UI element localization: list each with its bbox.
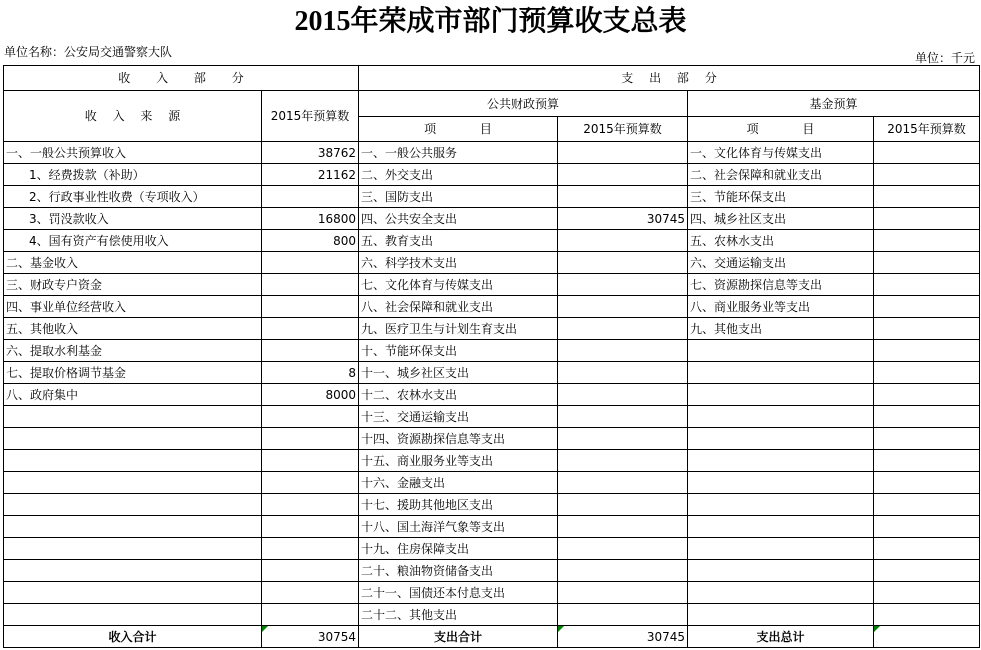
fund-item-cell[interactable]: 五、农林水支出 <box>688 230 874 252</box>
error-indicator-icon <box>262 626 268 632</box>
income-total-label[interactable]: 收入合计 <box>4 626 262 648</box>
public-item-cell[interactable]: 十一、城乡社区支出 <box>359 362 558 384</box>
fund-item-cell[interactable] <box>688 560 874 582</box>
public-item-cell[interactable]: 一、一般公共服务 <box>359 142 558 164</box>
fund-item-cell[interactable] <box>688 604 874 626</box>
public-amount-cell[interactable] <box>558 274 688 296</box>
income-amount-cell[interactable] <box>262 582 359 604</box>
income-item-cell[interactable] <box>4 428 262 450</box>
income-amount-cell[interactable] <box>262 318 359 340</box>
fund-item-cell[interactable]: 九、其他支出 <box>688 318 874 340</box>
public-amount-cell[interactable] <box>558 494 688 516</box>
fund-amount-cell[interactable] <box>874 274 980 296</box>
public-item-cell[interactable]: 十四、资源勘探信息等支出 <box>359 428 558 450</box>
public-item-cell[interactable]: 十、节能环保支出 <box>359 340 558 362</box>
income-item-cell[interactable]: 七、提取价格调节基金 <box>4 362 262 384</box>
fund-amount-cell[interactable] <box>874 516 980 538</box>
income-item-cell[interactable] <box>4 604 262 626</box>
income-amount-cell[interactable] <box>262 340 359 362</box>
fund-item-cell[interactable] <box>688 450 874 472</box>
public-amount-cell[interactable] <box>558 384 688 406</box>
fund-amount-cell[interactable] <box>874 208 980 230</box>
public-item-cell[interactable]: 四、公共安全支出 <box>359 208 558 230</box>
expense-section-header[interactable]: 支 出 部 分 <box>359 66 980 91</box>
income-amount-cell[interactable]: 16800 <box>262 208 359 230</box>
income-item-cell[interactable] <box>4 538 262 560</box>
fund-amount-cell[interactable] <box>874 472 980 494</box>
income-item-cell[interactable] <box>4 494 262 516</box>
fund-item-cell[interactable] <box>688 406 874 428</box>
public-item-cell[interactable]: 七、文化体育与传媒支出 <box>359 274 558 296</box>
income-source-header[interactable]: 收 入 来 源 <box>4 91 262 142</box>
fund-item-cell[interactable] <box>688 384 874 406</box>
income-item-cell[interactable] <box>4 516 262 538</box>
fund-amount-cell[interactable] <box>874 164 980 186</box>
income-item-cell[interactable] <box>4 450 262 472</box>
grand-total-cell[interactable] <box>874 626 980 648</box>
public-amount-cell[interactable] <box>558 164 688 186</box>
expense-total-value: 30745 <box>646 629 685 644</box>
fund-amount-cell[interactable] <box>874 582 980 604</box>
public-amount-cell[interactable] <box>558 472 688 494</box>
income-amount-cell[interactable]: 8000 <box>262 384 359 406</box>
income-total-value: 30754 <box>317 629 356 644</box>
income-item-cell[interactable]: 六、提取水利基金 <box>4 340 262 362</box>
expense-total-label[interactable]: 支出合计 <box>359 626 558 648</box>
income-amount-cell[interactable]: 21162 <box>262 164 359 186</box>
fund-item-cell[interactable] <box>688 516 874 538</box>
fund-amount-cell[interactable] <box>874 296 980 318</box>
fund-item-cell[interactable] <box>688 582 874 604</box>
fund-amount-cell[interactable] <box>874 186 980 208</box>
public-item-cell[interactable]: 十七、援助其他地区支出 <box>359 494 558 516</box>
public-amount-header[interactable]: 2015年预算数 <box>558 117 688 142</box>
income-amount-cell[interactable] <box>262 296 359 318</box>
public-amount-cell[interactable] <box>558 296 688 318</box>
error-indicator-icon <box>558 626 564 632</box>
public-budget-header[interactable]: 公共财政预算 <box>359 91 688 117</box>
income-item-cell[interactable] <box>4 560 262 582</box>
income-item-cell[interactable] <box>4 406 262 428</box>
fund-amount-cell[interactable] <box>874 252 980 274</box>
public-amount-cell[interactable] <box>558 142 688 164</box>
fund-item-cell[interactable] <box>688 538 874 560</box>
fund-amount-cell[interactable] <box>874 450 980 472</box>
fund-item-cell[interactable]: 八、商业服务业等支出 <box>688 296 874 318</box>
income-item-cell[interactable]: 4、国有资产有偿使用收入 <box>4 230 262 252</box>
fund-amount-cell[interactable] <box>874 230 980 252</box>
income-amount-cell[interactable] <box>262 428 359 450</box>
public-item-cell[interactable]: 六、科学技术支出 <box>359 252 558 274</box>
public-amount-cell[interactable] <box>558 230 688 252</box>
fund-amount-cell[interactable] <box>874 362 980 384</box>
income-amount-cell[interactable] <box>262 604 359 626</box>
fund-amount-cell[interactable] <box>874 560 980 582</box>
public-amount-cell[interactable] <box>558 318 688 340</box>
fund-item-header[interactable]: 项 目 <box>688 117 874 142</box>
fund-item-cell[interactable]: 二、社会保障和就业支出 <box>688 164 874 186</box>
fund-item-cell[interactable]: 一、文化体育与传媒支出 <box>688 142 874 164</box>
income-amount-cell[interactable] <box>262 560 359 582</box>
income-total-cell[interactable] <box>262 626 359 648</box>
fund-amount-cell[interactable] <box>874 340 980 362</box>
public-amount-cell[interactable] <box>558 252 688 274</box>
public-item-cell[interactable]: 二十二、其他支出 <box>359 604 558 626</box>
page-title: 2015年荣成市部门预算收支总表 <box>294 6 687 37</box>
public-item-cell[interactable]: 九、医疗卫生与计划生育支出 <box>359 318 558 340</box>
public-item-cell[interactable]: 十五、商业服务业等支出 <box>359 450 558 472</box>
income-amount-cell[interactable] <box>262 538 359 560</box>
fund-amount-cell[interactable] <box>874 428 980 450</box>
public-item-header[interactable]: 项 目 <box>359 117 558 142</box>
income-item-cell[interactable]: 八、政府集中 <box>4 384 262 406</box>
fund-item-cell[interactable] <box>688 472 874 494</box>
public-amount-cell[interactable] <box>558 340 688 362</box>
fund-item-cell[interactable]: 四、城乡社区支出 <box>688 208 874 230</box>
public-amount-cell[interactable] <box>558 450 688 472</box>
public-item-cell[interactable]: 二十一、国债还本付息支出 <box>359 582 558 604</box>
income-item-cell[interactable]: 一、一般公共预算收入 <box>4 142 262 164</box>
income-amount-cell[interactable] <box>262 406 359 428</box>
fund-amount-header[interactable]: 2015年预算数 <box>874 117 980 142</box>
income-amount-cell[interactable] <box>262 252 359 274</box>
public-amount-cell[interactable] <box>558 538 688 560</box>
public-amount-cell[interactable] <box>558 428 688 450</box>
income-item-cell[interactable] <box>4 582 262 604</box>
public-amount-cell[interactable] <box>558 582 688 604</box>
fund-item-cell[interactable]: 七、资源勘探信息等支出 <box>688 274 874 296</box>
income-amount-cell[interactable] <box>262 274 359 296</box>
public-amount-cell[interactable] <box>558 362 688 384</box>
income-item-cell[interactable]: 三、财政专户资金 <box>4 274 262 296</box>
public-item-cell[interactable]: 十六、金融支出 <box>359 472 558 494</box>
fund-item-cell[interactable] <box>688 340 874 362</box>
income-item-cell[interactable]: 3、罚没款收入 <box>4 208 262 230</box>
public-item-cell[interactable]: 二十、粮油物资储备支出 <box>359 560 558 582</box>
public-item-cell[interactable]: 十九、住房保障支出 <box>359 538 558 560</box>
fund-item-cell[interactable] <box>688 428 874 450</box>
fund-amount-cell[interactable] <box>874 604 980 626</box>
expense-total-cell[interactable] <box>558 626 688 648</box>
unit-name-label: 单位名称：公安局交通警察大队 <box>4 45 173 59</box>
fund-amount-cell[interactable] <box>874 494 980 516</box>
income-section-header[interactable]: 收 入 部 分 <box>4 66 359 91</box>
income-item-cell[interactable]: 二、基金收入 <box>4 252 262 274</box>
public-item-cell[interactable]: 五、教育支出 <box>359 230 558 252</box>
budget-table <box>3 65 980 648</box>
public-item-cell[interactable]: 三、国防支出 <box>359 186 558 208</box>
fund-amount-cell[interactable] <box>874 142 980 164</box>
fund-item-cell[interactable]: 三、节能环保支出 <box>688 186 874 208</box>
income-amount-cell[interactable]: 800 <box>262 230 359 252</box>
public-item-cell[interactable]: 二、外交支出 <box>359 164 558 186</box>
grand-total-label[interactable]: 支出总计 <box>688 626 874 648</box>
income-item-cell[interactable]: 2、行政事业性收费（专项收入） <box>4 186 262 208</box>
fund-amount-cell[interactable] <box>874 406 980 428</box>
public-amount-cell[interactable] <box>558 560 688 582</box>
income-amount-cell[interactable]: 38762 <box>262 142 359 164</box>
income-amount-cell[interactable] <box>262 516 359 538</box>
income-item-cell[interactable]: 1、经费拨款（补助） <box>4 164 262 186</box>
unit-label: 单位：千元 <box>914 51 975 65</box>
income-item-cell[interactable]: 五、其他收入 <box>4 318 262 340</box>
public-item-cell[interactable]: 十八、国土海洋气象等支出 <box>359 516 558 538</box>
income-amount-cell[interactable] <box>262 186 359 208</box>
fund-item-cell[interactable] <box>688 494 874 516</box>
public-amount-cell[interactable]: 30745 <box>558 208 688 230</box>
income-amount-header[interactable]: 2015年预算数 <box>262 91 359 142</box>
income-item-cell[interactable] <box>4 472 262 494</box>
income-amount-cell[interactable]: 8 <box>262 362 359 384</box>
public-amount-cell[interactable] <box>558 406 688 428</box>
public-item-cell[interactable]: 十三、交通运输支出 <box>359 406 558 428</box>
public-item-cell[interactable]: 八、社会保障和就业支出 <box>359 296 558 318</box>
fund-budget-header[interactable]: 基金预算 <box>688 91 980 117</box>
fund-amount-cell[interactable] <box>874 384 980 406</box>
fund-amount-cell[interactable] <box>874 318 980 340</box>
public-amount-cell[interactable] <box>558 604 688 626</box>
fund-item-cell[interactable] <box>688 362 874 384</box>
public-item-cell[interactable]: 十二、农林水支出 <box>359 384 558 406</box>
fund-amount-cell[interactable] <box>874 538 980 560</box>
income-amount-cell[interactable] <box>262 494 359 516</box>
income-amount-cell[interactable] <box>262 472 359 494</box>
income-amount-cell[interactable] <box>262 450 359 472</box>
public-amount-cell[interactable] <box>558 516 688 538</box>
income-item-cell[interactable]: 四、事业单位经营收入 <box>4 296 262 318</box>
fund-item-cell[interactable]: 六、交通运输支出 <box>688 252 874 274</box>
error-indicator-icon <box>874 626 880 632</box>
public-amount-cell[interactable] <box>558 186 688 208</box>
